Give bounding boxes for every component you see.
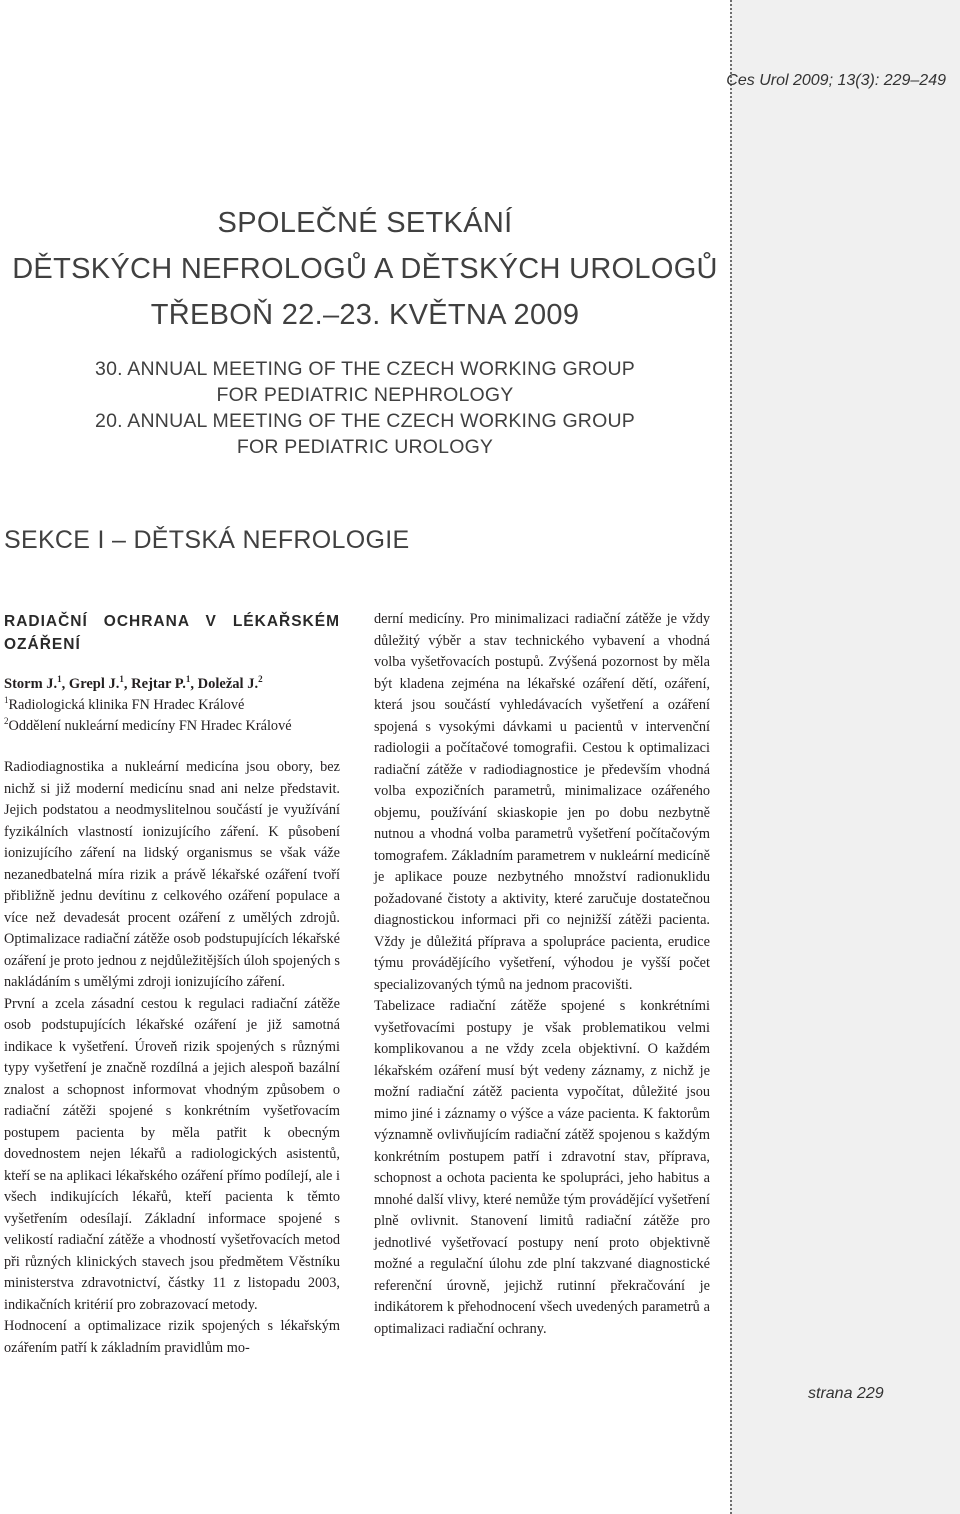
author-name: Storm J. (4, 676, 58, 692)
body-paragraph: derní medicíny. Pro minimalizaci radiační zátěže je vždy důležitý výběr a stav technického vybavení a vhodná volba vyšetřovacích postupů. Zvýšená pozornost by měla být kladena zejména na lékařské ozáření dětí, ozáření, která jsou součástí vyhledávacích vyšetření a ozáření spojená s vysokými dávkami u pacientů v intervenční radiologii a počítačové tomografii. Cestou k optimalizaci radiační zátěže v radiodiagnostice je především vhodná volba expozičních parametrů, minimalizace ozářeného objemu, používání skiaskopie jen po dobu nezbytně nutnou a vhodná volba parametrů vyšetření počítačovým tomografem. Základním parametrem v nukleární medicíně je aplikace pouze nezbytného množství radionuklidu požadované čistoty a aktivity, které zaručuje dostatečnou diagnostickou informaci při co nejnižší zátěži pacienta. Vždy je důležitá příprava a spolupráce pacienta, erudice týmu provádějícího vyšetření, výhodou je vyšší počet specializovaných týmů na jednom pracovišti. (374, 611, 710, 993)
body-paragraph: Hodnocení a optimalizace rizik spojených s lékařským ozářením patří k základním pravidlům mo- (4, 1318, 340, 1356)
affiliation (4, 716, 340, 737)
meeting-subtitle-line: FOR PEDIATRIC UROLOGY (236, 436, 494, 458)
affiliation-text: Radiologická klinika FN Hradec Králové (8, 697, 245, 713)
meeting-title-line: SPOLEČNÉ SETKÁNÍ (217, 207, 513, 239)
affiliation-mark: 1 (4, 695, 9, 706)
meeting-title-block (0, 200, 730, 460)
journal-reference: Ces Urol 2009; 13(3): 229–249 (726, 72, 946, 89)
meeting-subtitle-line: 30. ANNUAL MEETING OF THE CZECH WORKING GROUP (95, 358, 635, 380)
side-panel (730, 0, 960, 1514)
page-number: strana 229 (808, 1385, 884, 1402)
author-name: , Rejtar P. (123, 676, 186, 692)
body-paragraph: Tabelizace radiační zátěže spojené s konkrétními vyšetřovacími postupy je však problematikou velmi komplikovanou a ne vždy zcela objektivní. O každém lékařském ozáření musí být vedeny záznamy, z nichž je možní radiační zátěž pacienta vypočítat, důležité jsou mimo jiné i záznamy o výšce a váze pacienta. K faktorům významně ovlivňujícím radiační zátěž spojenou s každým konkrétním postupem patří i zdravotní stav, příprava, schopnost a ochota pacienta ke spolupráci, jeho habitus a mnohé další vlivy, které nemůže tým provádějící vyšetření plně ovlivnit. Stanovení limitů radiační zátěže pro jednotlivé vyšetřovací postupy není proto objektivně možné a regulační úlohu zde plní takzvané diagnostické referenční úrovně, jejichž rutinní překračování je indikátorem k přehodnocení všech uvedených parametrů a optimalizaci radiační ochrany. (374, 998, 710, 1337)
author-list (4, 674, 340, 695)
author-affiliation-mark: 1 (119, 674, 124, 685)
meeting-title-line: TŘEBOŇ 22.–23. KVĚTNA 2009 (150, 299, 580, 331)
meeting-subtitle (0, 356, 730, 460)
meeting-subtitle-line: 20. ANNUAL MEETING OF THE CZECH WORKING GROUP (95, 410, 635, 432)
meeting-subtitle-line: FOR PEDIATRIC NEPHROLOGY (216, 384, 514, 406)
section-heading: SEKCE I – DĚTSKÁ NEFROLOGIE (4, 526, 410, 554)
meeting-title (0, 200, 730, 338)
body-paragraph: První a zcela zásadní cestou k regulaci radiační zátěže osob podstupujících lékařské ozáření je již samotná indikace k vyšetření. Úroveň rizik spojených s různými typy vyšetření je značně rozdílná a jejich alespoň bazální znalost a schopnost informovat vhodným způsobem o radiační zátěži spojené s konkrétním vyšetřovacím postupem pacienta by měla patřit k obecným dovednostem nejen lékařů a radiologických asistentů, kteří se na aplikaci lékařského ozáření přímo podílejí, ale i všech indikujících lékařů, kteří pacienta k těmto vyšetřením odesílají. Základní informace spojené s velikostí radiační zátěže a vhodností vyšetřovacích metod při různých klinických stavech jsou předmětem Věstníku ministerstva zdravotnictví, částky 11 z listopadu 2003, indikačních kritérií pro zobrazovací metody. (4, 995, 340, 1313)
body-paragraph: Radiodiagnostika a nukleární medicína jsou obory, bez nichž si již moderní medicínu snad ani nelze představit. Jejich podstatou a neodmyslitelnou součástí je využívání fyzikálních vlastností ionizujícího záření. K působení ionizujícího záření na lidský organismus se však váže nezanedbatelná míra rizik a právě lékařské ozáření tvoří přibližně jednu devítinu z celkového ozáření populace a více než devadesát procent ozáření z umělých zdrojů. Optimalizace radiační zátěže osob podstupujících lékařské ozáření je proto jednou z nejdůležitějších úloh spojených s nakládáním s umělými zdroji ionizujícího záření. (4, 759, 340, 990)
author-name: , Doležal J. (190, 676, 259, 692)
left-column (4, 610, 340, 1359)
affiliation-text: Oddělení nukleární medicíny FN Hradec Králové (8, 718, 292, 734)
author-affiliation-mark: 2 (258, 674, 263, 685)
author-affiliation-mark: 1 (185, 674, 191, 685)
author-name: , Grepl J. (61, 676, 120, 692)
right-column (374, 609, 710, 1340)
article-title: RADIAČNÍ OCHRANA V LÉKAŘSKÉM OZÁŘENÍ (4, 613, 340, 653)
affiliation-mark: 2 (4, 716, 9, 727)
author-affiliation-mark: 1 (57, 674, 62, 685)
affiliation (4, 695, 340, 716)
meeting-title-line: DĚTSKÝCH NEFROLOGŮ A DĚTSKÝCH UROLOGŮ (12, 253, 718, 285)
abstract-left (4, 757, 340, 1359)
